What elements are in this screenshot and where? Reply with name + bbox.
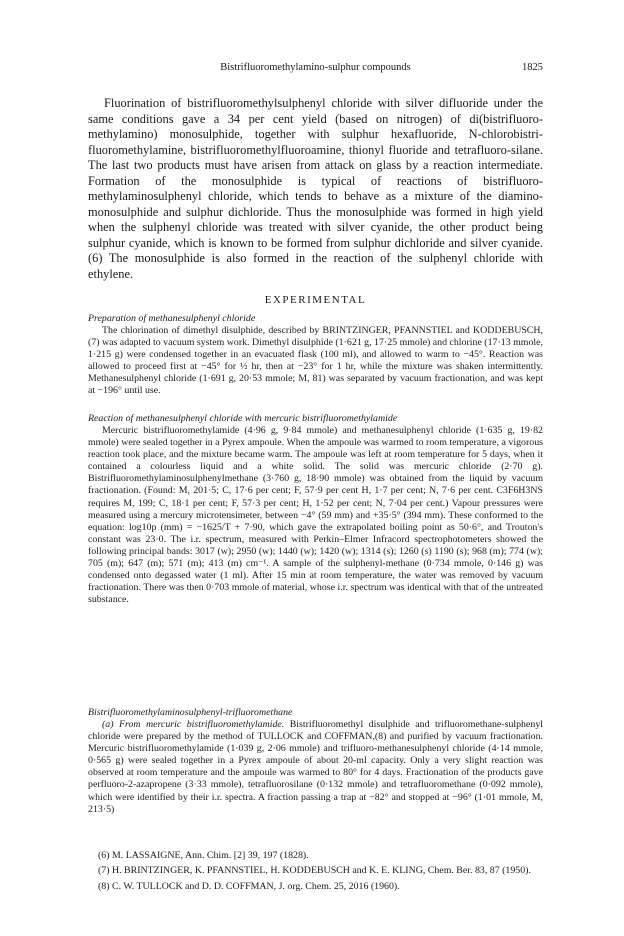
section-subtitle: (a) From mercuric bistrifluoromethylamide. (102, 719, 285, 730)
section-methanesulphenyl-chloride (88, 313, 543, 398)
footnote: (8) C. W. TULLOCK and D. D. COFFMAN, J. org. Chem. 25, 2016 (1960). (98, 880, 400, 892)
experimental-heading: EXPERIMENTAL (264, 294, 367, 306)
section-body: Bistrifluoromethyl disulphide and trifluoromethane-sulphenyl chloride were prepared by the method of TULLOCK and COFFMAN,(8) and purified by vacuum fractionation. Mercuric bistrifluoromethylamide (1·039 g, 2·06 mmole) and trifluoro-methanesulphenyl chloride (4·14 mmole, 0·565 g) were sealed together in a Pyrex ampoule of about 20-ml capacity. Only a very slight reaction was observed at room temperature and the ampoule was warmed to 80° for 4 days. Fractionation of the products gave perfluoro-2-azapropene (3·33 mmole), tetrafluorosilane (0·132 mmole) and tetrafluoromethane (0·092 mmole), which were identified by their i.r. spectra. A fraction passing a trap at −82° and stopped at −96° (1·01 mmole, M, 213·5) (88, 719, 544, 815)
section-trifluoromethane (88, 707, 543, 816)
footnote: (6) M. LASSAIGNE, Ann. Chim. [2] 39, 197 (1828). (98, 850, 309, 861)
intro-paragraph: Fluorination of bistrifluoromethylsulphenyl chloride with silver difluoride under the same conditions gave a 34 per cent yield (based on nitrogen) of di(bistrifluoro-methylamino) monosulphide, together with sulphur hexafluoride, N-chlorobistri-fluoromethylamine, bistrifluoromethylfluoroamine, thionyl fluoride and tetrafluoro-silane. The last two products must have arisen from attack on glass by a reaction intermediate. Formation of the monosulphide is typical of reactions of bistrifluoro-methylaminosulphenyl chloride, which tends to behave as a mixture of the diamino-monosulphide and sulphur dichloride. Thus the monosulphide was formed in high yield when the sulphenyl chloride was treated with silver cyanide, the other product being sulphur cyanide, which is known to be formed from sulphur dichloride and silver cyanide.(6) The monosulphide is also formed in the reaction of the sulphenyl chloride with ethylene. (88, 96, 543, 281)
running-title: Bistrifluoromethylamino-sulphur compounds (220, 62, 411, 73)
section-paragraph (88, 719, 543, 816)
section-body: The chlorination of dimethyl disulphide, described by BRINTZINGER, PFANNSTIEL and KODDEBUSCH,(7) was adapted to vacuum system work. Dimethyl disulphide (1·621 g, 17·25 mmole) and chlorine (17·13 mmole, 1·215 g) were condensed together in an evacuated flask (100 ml), and allowed to warm to −45°. Reaction was allowed to proceed first at −45° for ½ hr, then at −23° for 1 hr, while the mixture was shaken intermittently. Methanesulphenyl chloride (1·691 g, 20·53 mmole; M, 81) was separated by vacuum fractionation, and was kept at −196° until use. (88, 325, 543, 397)
section-title: Preparation of methanesulphenyl chloride (88, 313, 256, 324)
page-number: 1825 (522, 62, 543, 73)
section-title: Bistrifluoromethylaminosulphenyl-trifluoromethane (88, 707, 293, 718)
intro-paragraph-block (88, 96, 543, 282)
section-reaction-mercuric-amide (88, 413, 543, 606)
section-title: Reaction of methanesulphenyl chloride with mercuric bistrifluoromethylamide (88, 413, 398, 424)
page-header (88, 62, 543, 78)
section-body: Mercuric bistrifluoromethylamide (4·96 g, 9·84 mmole) and methanesulphenyl chloride (1·635 g, 19·82 mmole) were sealed together in a Pyrex ampoule. When the ampoule was warmed to room temperature, a vigorous reaction took place, and the mixture became warm. The ampoule was left at room temperature for 5 days, when it contained a colourless liquid and a white solid. The solid was mercuric chloride (2·70 g). Bistrifluoromethylaminosulphenylmethane (3·760 g, 18·90 mmole) was obtained from the liquid by vacuum fractionation. (Found: M, 201·5; C, 17·6 per cent; F, 57·9 per cent H, 1·7 per cent; N, 7·6 per cent. C3F6H3NS requires M, 199; C, 18·1 per cent; F, 57·3 per cent; H, 1·52 per cent; N, 7·04 per cent.) Vapour pressures were measured using a mercury microtensimeter, between −4° (59 mm) and +35·5° (394 mm). These conformed to the equation: log10p (mm) = −1625/T + 7·90, which gave the extrapolated boiling point as 50·6°, and Trouton's constant was 23·0. The i.r. spectrum, measured with Perkin–Elmer Infracord spectrophotometers showed the following principal bands: 3017 (w); 2950 (w); 1440 (w); 1420 (w); 1314 (s); 1260 (s) 1190 (s); 968 (m); 774 (w); 705 (m); 647 (m); 571 (m); 413 (m) cm⁻¹. A sample of the sulphenyl-methane (0·734 mmole, 0·146 g) was condensed onto degassed water (1 ml). After 15 min at room temperature, the water was removed by vacuum fractionation. There was then 0·703 mmole of material, whose i.r. spectrum was identical with that of the untreated substance. (88, 425, 543, 606)
footnotes (88, 848, 543, 894)
footnote: (7) H. BRINTZINGER, K. PFANNSTIEL, H. KODDEBUSCH and K. E. KLING, Chem. Ber. 83, 87 (1950). (98, 865, 531, 877)
